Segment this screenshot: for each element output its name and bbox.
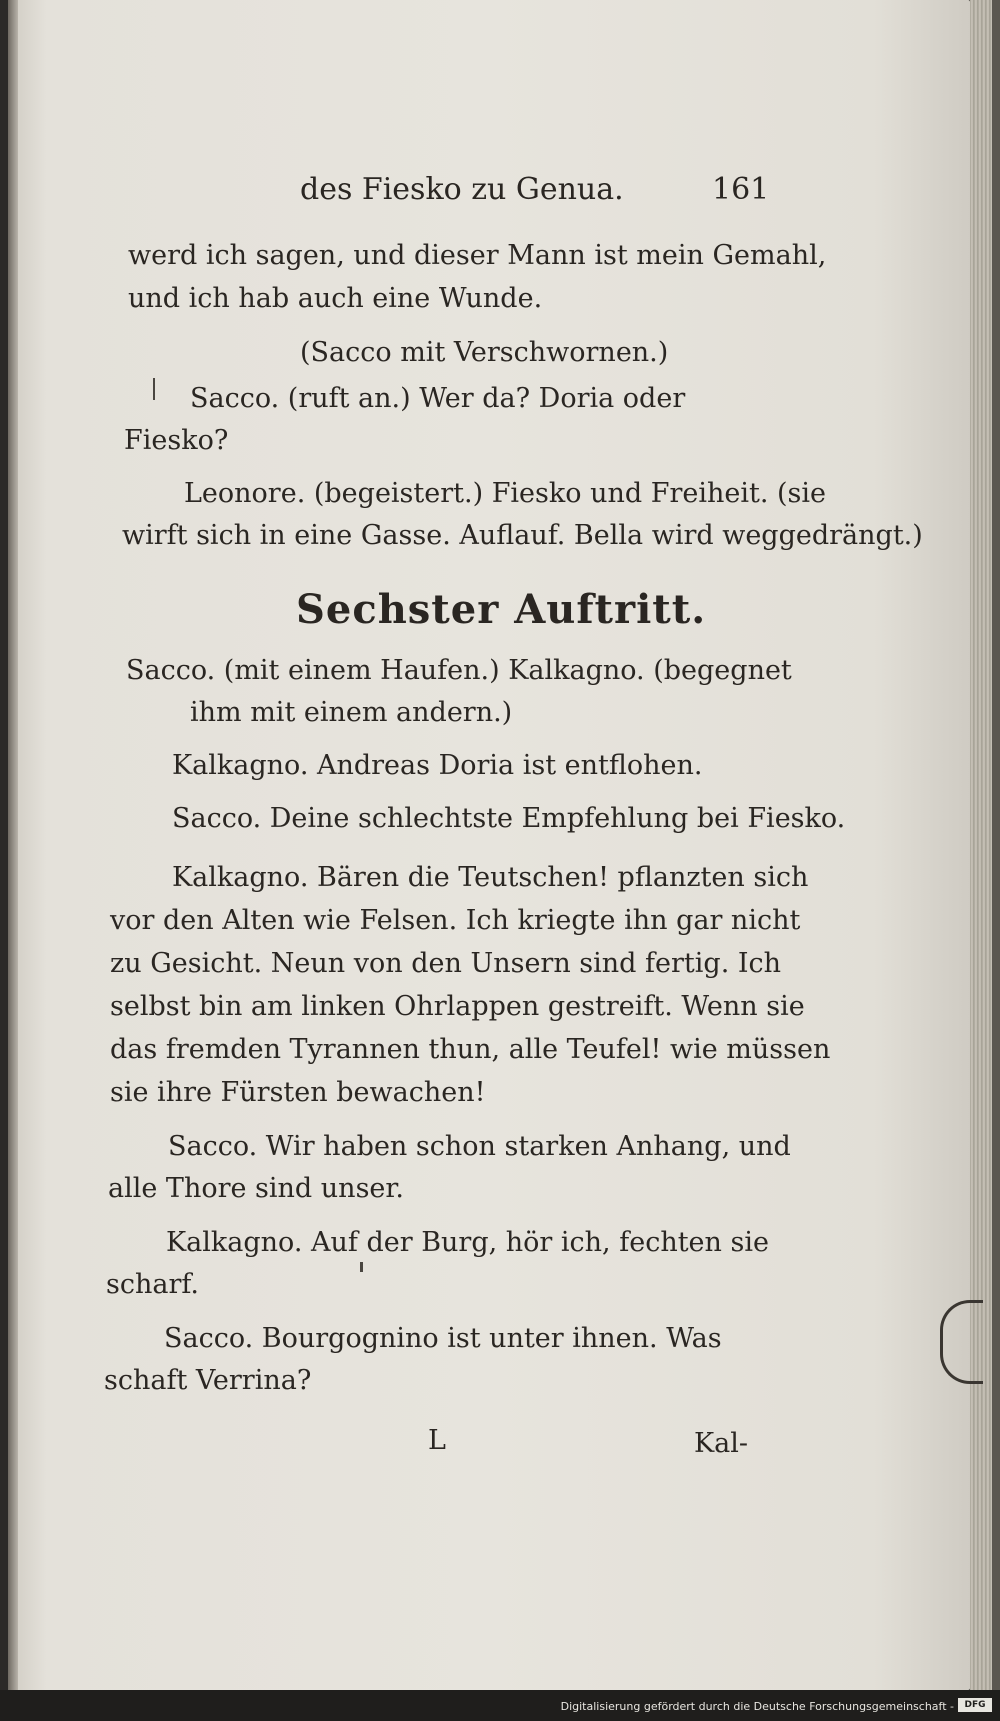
text-line: Kalkagno. Bären die Teutschen! pflanzten sich bbox=[172, 862, 809, 893]
page-number: 161 bbox=[712, 172, 770, 207]
text-line: Kalkagno. Andreas Doria ist entflohen. bbox=[172, 750, 703, 781]
text-line: sie ihre Fürsten bewachen! bbox=[110, 1077, 486, 1108]
book-cover-edge bbox=[992, 0, 1000, 1690]
text-line: Sacco. Wir haben schon starken Anhang, und bbox=[168, 1131, 791, 1162]
book-gutter bbox=[8, 0, 18, 1690]
scene-heading: Sechster Auftritt. bbox=[296, 586, 707, 633]
text-line: Sacco. (ruft an.) Wer da? Doria oder bbox=[190, 383, 686, 414]
text-line: Sacco. Deine schlechtste Empfehlung bei Fiesko. bbox=[172, 803, 846, 834]
ink-spot bbox=[360, 1262, 363, 1272]
running-title: des Fiesko zu Genua. bbox=[300, 172, 624, 207]
text-line: Kalkagno. Auf der Burg, hör ich, fechten sie bbox=[166, 1227, 769, 1258]
text-line: zu Gesicht. Neun von den Unsern sind fertig. Ich bbox=[110, 948, 782, 979]
text-line: Leonore. (begeistert.) Fiesko und Freiheit. (sie bbox=[184, 478, 827, 509]
text-line: und ich hab auch eine Wunde. bbox=[128, 283, 543, 314]
text-line: alle Thore sind unser. bbox=[108, 1173, 404, 1204]
text-line: werd ich sagen, und dieser Mann ist mein Gemahl, bbox=[128, 240, 827, 271]
catchword: Kal- bbox=[694, 1428, 749, 1459]
signature-mark: L bbox=[428, 1425, 446, 1456]
text-line: scharf. bbox=[106, 1269, 199, 1300]
text-line: ihm mit einem andern.) bbox=[190, 697, 513, 728]
stage-direction: (Sacco mit Verschwornen.) bbox=[300, 337, 669, 368]
ink-spot bbox=[153, 378, 155, 400]
text-line: wirft sich in eine Gasse. Auflauf. Bella wird weggedrängt.) bbox=[122, 520, 923, 551]
page-edges bbox=[970, 0, 992, 1690]
text-line: schaft Verrina? bbox=[104, 1365, 312, 1396]
dfg-logo-icon: DFG bbox=[958, 1698, 992, 1712]
text-line: Sacco. Bourgognino ist unter ihnen. Was bbox=[164, 1323, 722, 1354]
text-line: selbst bin am linken Ohrlappen gestreift. Wenn sie bbox=[110, 991, 805, 1022]
text-line: Fiesko? bbox=[124, 425, 229, 456]
text-line: Sacco. (mit einem Haufen.) Kalkagno. (begegnet bbox=[126, 655, 792, 686]
text-line: das fremden Tyrannen thun, alle Teufel! wie müssen bbox=[110, 1034, 831, 1065]
funding-credit: Digitalisierung gefördert durch die Deutsche Forschungsgemeinschaft - bbox=[560, 1700, 954, 1713]
text-line: vor den Alten wie Felsen. Ich kriegte ihn gar nicht bbox=[110, 905, 801, 936]
page-clip-icon bbox=[940, 1300, 983, 1384]
